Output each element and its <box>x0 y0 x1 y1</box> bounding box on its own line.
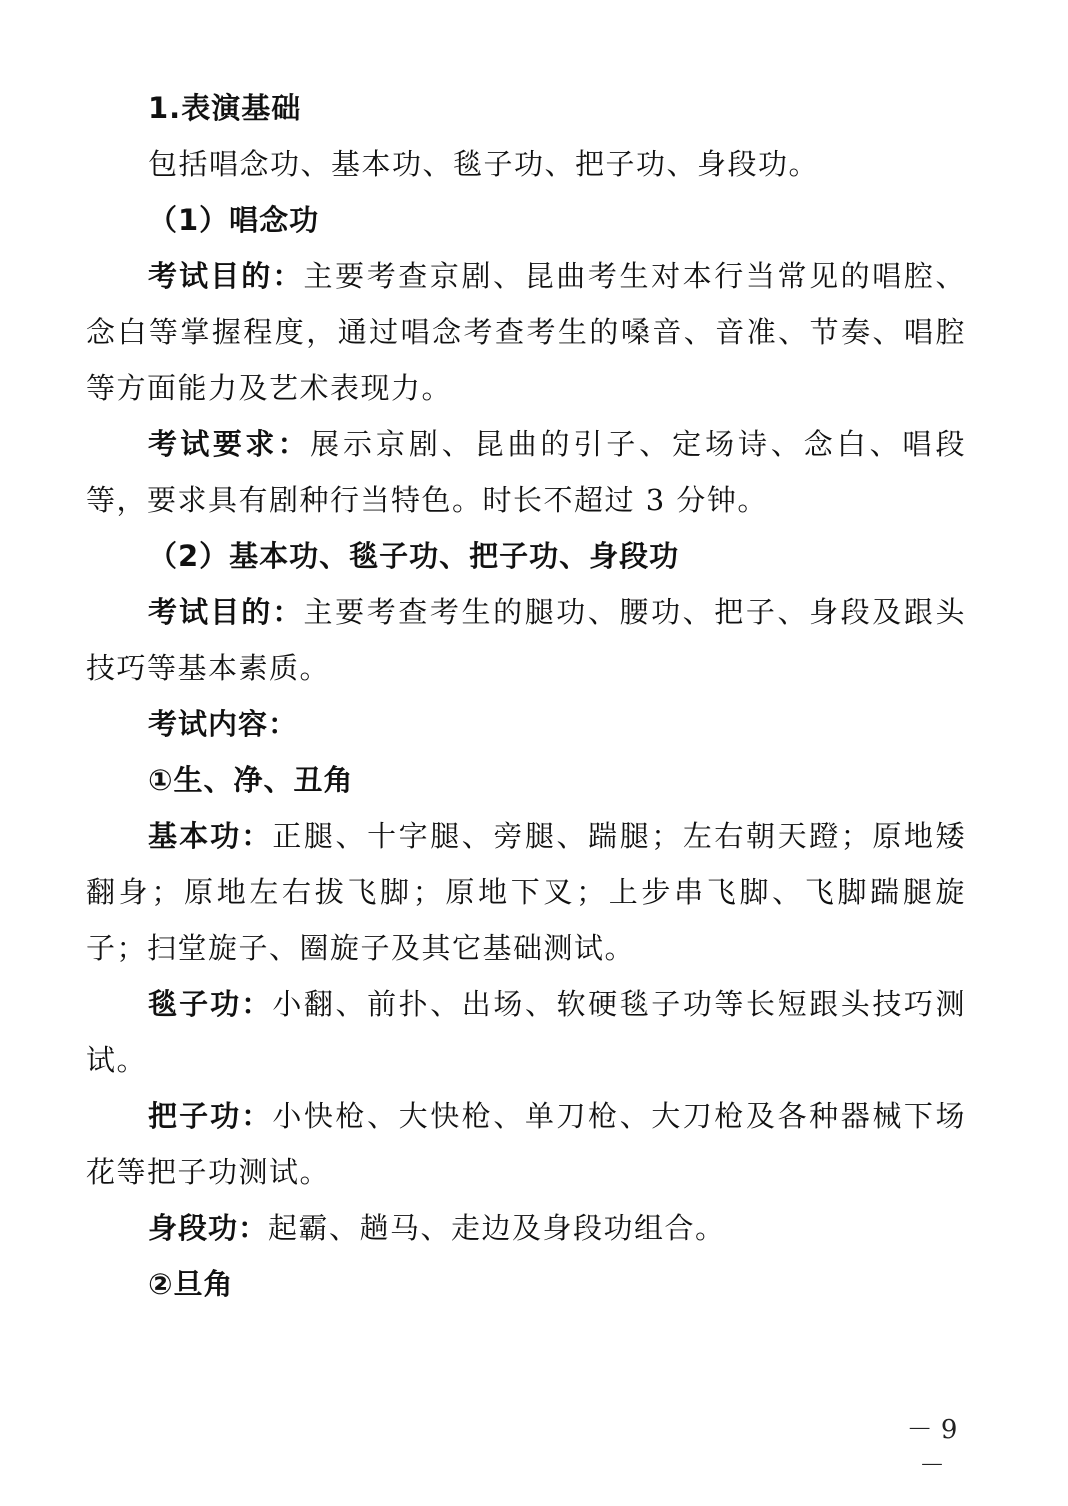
page-number: － 9 － <box>906 1415 958 1481</box>
skills-purpose-paragraph <box>86 584 966 696</box>
jibengong-paragraph <box>86 808 966 976</box>
section-heading-performance: 1.表演基础 <box>148 91 302 125</box>
bazigong-label: 把子功： <box>148 1099 273 1133</box>
changnian-requirement-paragraph <box>86 416 966 528</box>
subsection-heading-skills: （2）基本功、毯子功、把子功、身段功 <box>148 539 680 573</box>
shenduangong-paragraph <box>86 1200 966 1256</box>
purpose-label: 考试目的： <box>148 259 304 293</box>
tanzigong-text: 小翻、前扑、出场、软硬毯子功等长短跟头技巧测试。 <box>86 987 966 1077</box>
tanzigong-label: 毯子功： <box>148 987 273 1021</box>
bazigong-text: 小快枪、大快枪、单刀枪、大刀枪及各种器械下场花等把子功测试。 <box>86 1099 966 1189</box>
jibengong-text: 正腿、十字腿、旁腿、踹腿；左右朝天蹬；原地矮翻身；原地左右拔飞脚；原地下叉；上步串飞脚、飞脚踹腿旋子；扫堂旋子、圈旋子及其它基础测试。 <box>86 819 966 965</box>
requirement-label: 考试要求： <box>148 427 311 461</box>
purpose-label: 考试目的： <box>148 595 304 629</box>
purpose-text: 主要考查考生的腿功、腰功、把子、身段及跟头技巧等基本素质。 <box>86 595 966 685</box>
content-label: 考试内容： <box>148 707 299 741</box>
jibengong-label: 基本功： <box>148 819 273 853</box>
performance-intro: 包括唱念功、基本功、毯子功、把子功、身段功。 <box>148 147 820 181</box>
bazigong-paragraph <box>86 1088 966 1200</box>
subsection-heading-changnian: （1）唱念功 <box>148 203 320 237</box>
requirement-text: 展示京剧、昆曲的引子、定场诗、念白、唱段等，要求具有剧种行当特色。时长不超过 3 分钟。 <box>86 427 966 517</box>
document-body <box>86 80 966 1312</box>
shenduangong-text: 起霸、趟马、走边及身段功组合。 <box>268 1211 726 1245</box>
tanzigong-paragraph <box>86 976 966 1088</box>
shenduangong-label: 身段功： <box>148 1211 269 1245</box>
role-heading-dan: ②旦角 <box>148 1267 234 1301</box>
purpose-text: 主要考查京剧、昆曲考生对本行当常见的唱腔、念白等掌握程度，通过唱念考查考生的嗓音、音准、节奏、唱腔等方面能力及艺术表现力。 <box>86 259 966 405</box>
role-heading-sheng-jing-chou: ①生、净、丑角 <box>148 763 354 797</box>
changnian-purpose-paragraph <box>86 248 966 416</box>
